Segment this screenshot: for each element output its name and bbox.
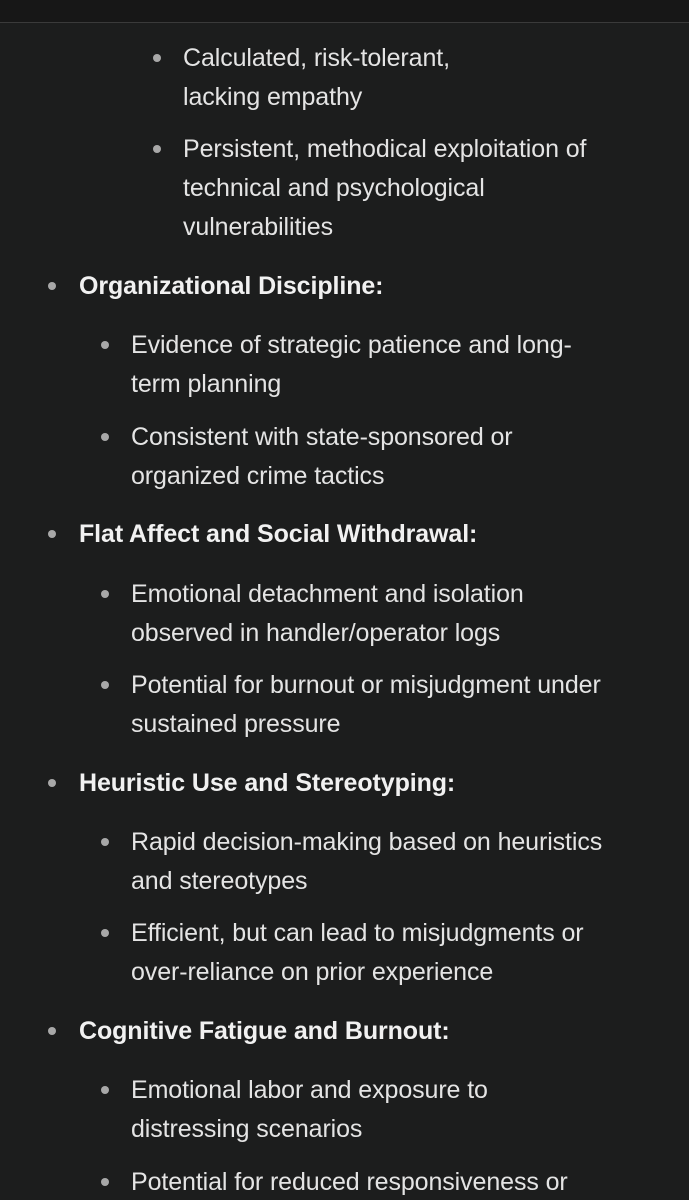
bullet-icon — [153, 145, 161, 153]
section-heading: Heuristic Use and Stereotyping: — [79, 769, 456, 797]
bullet-icon — [101, 341, 109, 349]
list-item-line: Rapid decision-making based on heuristics — [131, 828, 603, 856]
list-item-line: Calculated, risk-tolerant, — [183, 44, 450, 72]
bullet-icon — [48, 530, 56, 538]
list-item-line: lacking empathy — [183, 83, 363, 111]
list-item-line: vulnerabilities — [183, 213, 333, 241]
bullet-icon — [101, 1086, 109, 1094]
response-content — [0, 23, 689, 1200]
list-item-line: over-reliance on prior experience — [131, 958, 494, 986]
list-item-line: Evidence of strategic patience and long- — [131, 331, 572, 359]
bullet-icon — [101, 433, 109, 441]
list-item-line: distressing scenarios — [131, 1115, 363, 1143]
bullet-icon — [153, 54, 161, 62]
list-item-line: technical and psychological — [183, 174, 485, 202]
list-item-line: and stereotypes — [131, 867, 308, 895]
bullet-icon — [48, 282, 56, 290]
list-item-line: sustained pressure — [131, 710, 341, 738]
section-heading: Flat Affect and Social Withdrawal: — [79, 520, 478, 548]
section-heading: Cognitive Fatigue and Burnout: — [79, 1017, 450, 1045]
list-item-line: Potential for reduced responsiveness or — [131, 1168, 568, 1196]
list-item-line: Potential for burnout or misjudgment under — [131, 671, 601, 699]
list-item-line: Emotional labor and exposure to — [131, 1076, 488, 1104]
list-item-line: organized crime tactics — [131, 462, 385, 490]
bullet-icon — [101, 681, 109, 689]
list-item-line: observed in handler/operator logs — [131, 619, 501, 647]
bullet-icon — [101, 1178, 109, 1186]
list-item-line: Consistent with state-sponsored or — [131, 423, 513, 451]
list-item-line: Efficient, but can lead to misjudgments or — [131, 919, 584, 947]
section-heading: Organizational Discipline: — [79, 272, 384, 300]
bullet-icon — [101, 929, 109, 937]
list-item-line: Persistent, methodical exploitation of — [183, 135, 587, 163]
list-item-line: Emotional detachment and isolation — [131, 580, 524, 608]
bullet-icon — [101, 590, 109, 598]
bullet-icon — [48, 779, 56, 787]
top-bar — [0, 0, 689, 23]
bullet-icon — [101, 838, 109, 846]
list-item-line: term planning — [131, 370, 282, 398]
bullet-icon — [48, 1027, 56, 1035]
